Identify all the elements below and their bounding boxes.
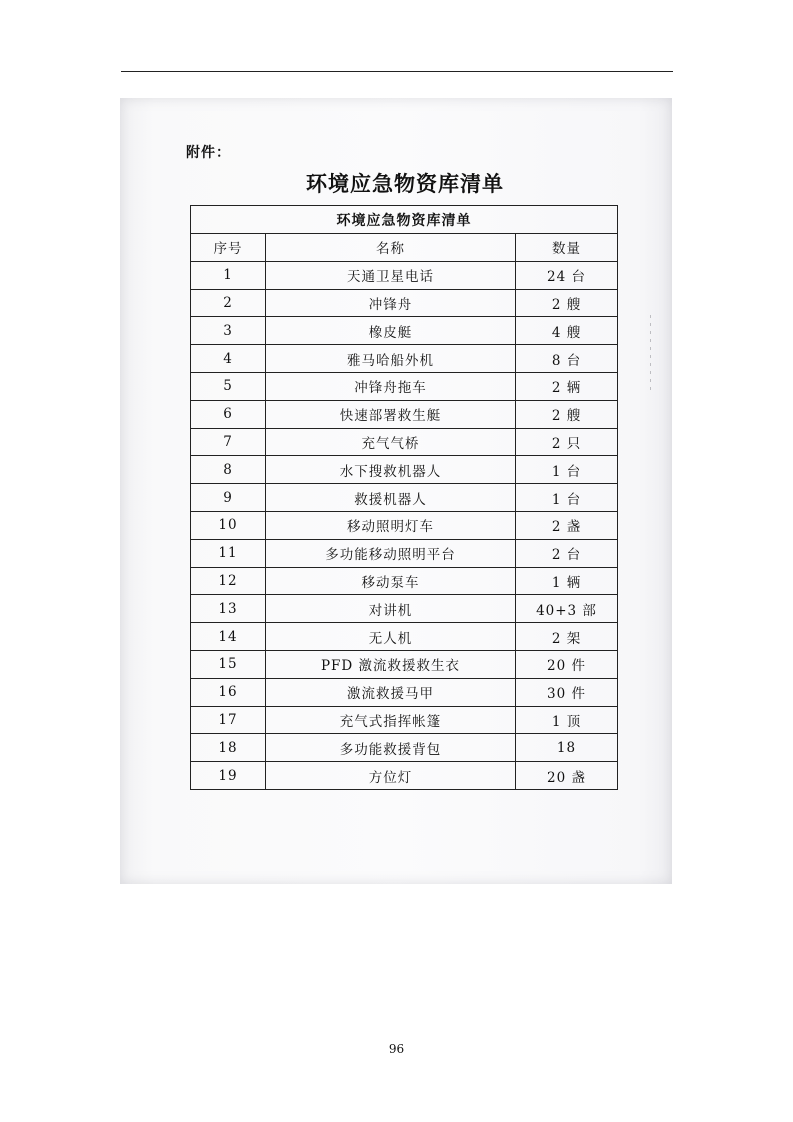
cell-seq: 14 bbox=[191, 623, 266, 651]
table-row bbox=[191, 706, 618, 734]
cell-quantity: 4 艘 bbox=[516, 317, 618, 345]
header-name: 名称 bbox=[266, 234, 516, 262]
cell-seq: 15 bbox=[191, 650, 266, 678]
cell-quantity: 1 辆 bbox=[516, 567, 618, 595]
cell-name: 冲锋舟 bbox=[266, 289, 516, 317]
table-row bbox=[191, 372, 618, 400]
table-row bbox=[191, 762, 618, 790]
cell-name: PFD 激流救援救生衣 bbox=[266, 650, 516, 678]
cell-seq: 10 bbox=[191, 511, 266, 539]
table-row bbox=[191, 484, 618, 512]
table-row bbox=[191, 539, 618, 567]
cell-seq: 2 bbox=[191, 289, 266, 317]
table-row bbox=[191, 261, 618, 289]
cell-name: 移动照明灯车 bbox=[266, 511, 516, 539]
cell-name: 激流救援马甲 bbox=[266, 678, 516, 706]
table-row bbox=[191, 734, 618, 762]
table-row bbox=[191, 650, 618, 678]
table-row bbox=[191, 428, 618, 456]
cell-seq: 16 bbox=[191, 678, 266, 706]
table-row bbox=[191, 595, 618, 623]
table-row bbox=[191, 317, 618, 345]
cell-name: 救援机器人 bbox=[266, 484, 516, 512]
header-seq: 序号 bbox=[191, 234, 266, 262]
cell-seq: 12 bbox=[191, 567, 266, 595]
cell-quantity: 30 件 bbox=[516, 678, 618, 706]
table-row bbox=[191, 400, 618, 428]
cell-seq: 7 bbox=[191, 428, 266, 456]
cell-seq: 11 bbox=[191, 539, 266, 567]
cell-seq: 5 bbox=[191, 372, 266, 400]
cell-seq: 1 bbox=[191, 261, 266, 289]
cell-quantity: 2 架 bbox=[516, 623, 618, 651]
cell-seq: 8 bbox=[191, 456, 266, 484]
cell-quantity: 2 辆 bbox=[516, 372, 618, 400]
cell-quantity: 1 台 bbox=[516, 456, 618, 484]
cell-name: 对讲机 bbox=[266, 595, 516, 623]
cell-name: 充气式指挥帐篷 bbox=[266, 706, 516, 734]
table-row bbox=[191, 511, 618, 539]
cell-name: 水下搜救机器人 bbox=[266, 456, 516, 484]
cell-name: 移动泵车 bbox=[266, 567, 516, 595]
cell-name: 天通卫星电话 bbox=[266, 261, 516, 289]
cell-quantity: 2 只 bbox=[516, 428, 618, 456]
page-number: 96 bbox=[388, 1042, 405, 1056]
cell-quantity: 40+3 部 bbox=[516, 595, 618, 623]
cell-seq: 18 bbox=[191, 734, 266, 762]
cell-name: 快速部署救生艇 bbox=[266, 400, 516, 428]
cell-name: 多功能救援背包 bbox=[266, 734, 516, 762]
table-row bbox=[191, 345, 618, 373]
cell-quantity: 2 艘 bbox=[516, 289, 618, 317]
table-row bbox=[191, 289, 618, 317]
cell-seq: 4 bbox=[191, 345, 266, 373]
cell-name: 多功能移动照明平台 bbox=[266, 539, 516, 567]
cell-quantity: 18 bbox=[516, 734, 618, 762]
cell-quantity: 24 台 bbox=[516, 261, 618, 289]
table-row bbox=[191, 678, 618, 706]
cell-seq: 6 bbox=[191, 400, 266, 428]
cell-seq: 13 bbox=[191, 595, 266, 623]
cell-name: 方位灯 bbox=[266, 762, 516, 790]
table-caption-row bbox=[191, 206, 618, 234]
table-caption: 环境应急物资库清单 bbox=[191, 206, 618, 234]
cell-seq: 19 bbox=[191, 762, 266, 790]
table-row bbox=[191, 623, 618, 651]
scan-artifact bbox=[650, 315, 651, 395]
table-row bbox=[191, 456, 618, 484]
cell-quantity: 2 盏 bbox=[516, 511, 618, 539]
cell-quantity: 2 艘 bbox=[516, 400, 618, 428]
cell-name: 雅马哈船外机 bbox=[266, 345, 516, 373]
header-rule bbox=[121, 71, 673, 72]
inventory-table bbox=[190, 205, 618, 790]
document-title: 环境应急物资库清单 bbox=[306, 171, 504, 196]
cell-quantity: 2 台 bbox=[516, 539, 618, 567]
cell-name: 充气气桥 bbox=[266, 428, 516, 456]
header-quantity: 数量 bbox=[516, 234, 618, 262]
cell-quantity: 8 台 bbox=[516, 345, 618, 373]
cell-name: 无人机 bbox=[266, 623, 516, 651]
cell-name: 冲锋舟拖车 bbox=[266, 372, 516, 400]
cell-seq: 3 bbox=[191, 317, 266, 345]
table-header-row bbox=[191, 234, 618, 262]
attachment-label: 附件： bbox=[186, 145, 231, 161]
cell-quantity: 20 件 bbox=[516, 650, 618, 678]
cell-name: 橡皮艇 bbox=[266, 317, 516, 345]
cell-quantity: 1 台 bbox=[516, 484, 618, 512]
cell-seq: 17 bbox=[191, 706, 266, 734]
table-row bbox=[191, 567, 618, 595]
cell-quantity: 20 盏 bbox=[516, 762, 618, 790]
cell-quantity: 1 顶 bbox=[516, 706, 618, 734]
cell-seq: 9 bbox=[191, 484, 266, 512]
